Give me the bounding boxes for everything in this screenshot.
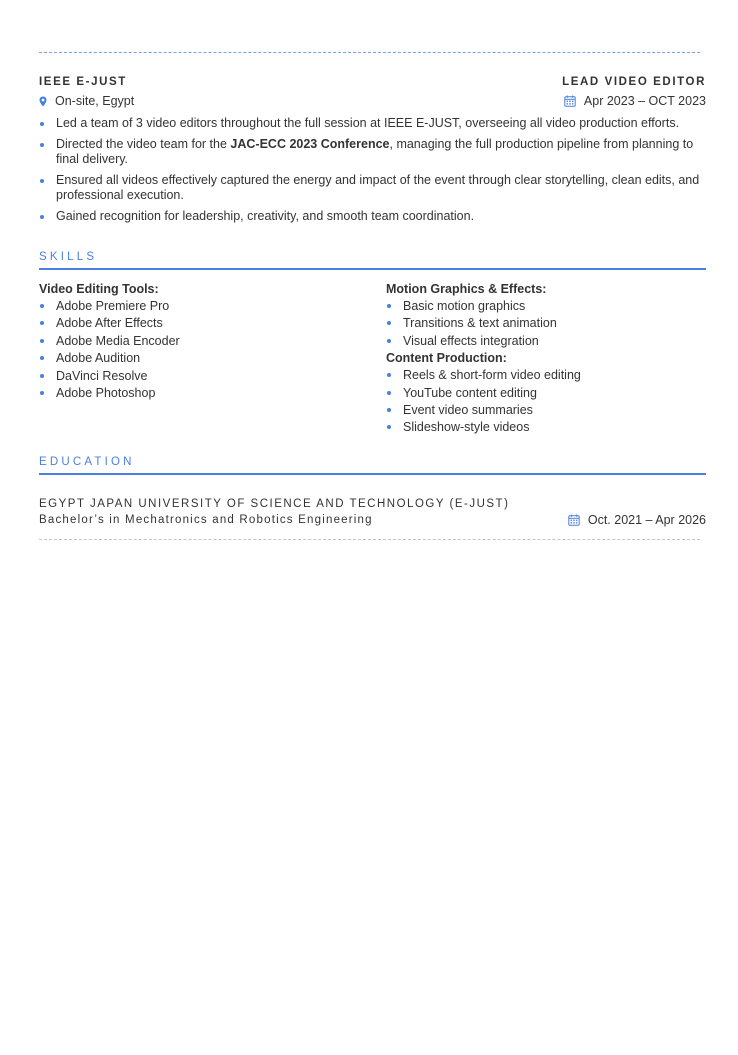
- experience-header: [39, 76, 706, 88]
- skill-item: Basic motion graphics: [386, 298, 706, 315]
- skills-right-column: [386, 281, 706, 437]
- experience-bullet-4: Gained recognition for leadership, creativity, and smooth team coordination.: [39, 209, 706, 225]
- skill-item: Visual effects integration: [386, 333, 706, 350]
- skills-list-video-editing: [39, 298, 359, 402]
- education-meta: [39, 513, 706, 527]
- skill-item: Slideshow-style videos: [386, 419, 706, 436]
- education-section-title: EDUCATION: [39, 456, 135, 468]
- experience-meta: [39, 94, 706, 108]
- experience-organization: IEEE E-JUST: [39, 76, 127, 88]
- experience-dates: [564, 94, 706, 108]
- education-degree: Bachelor’s in Mechatronics and Robotics Engineering: [39, 514, 373, 526]
- map-pin-icon: [39, 96, 47, 107]
- skill-item: Adobe Audition: [39, 350, 359, 367]
- experience-bullet-3: Ensured all videos effectively captured the energy and impact of the event through clear storytelling, clean edits, and professional execution.: [39, 173, 706, 204]
- bottom-dashed-divider: [39, 539, 700, 540]
- calendar-icon: [564, 95, 576, 107]
- calendar-icon: [568, 514, 580, 526]
- skills-section-title: SKILLS: [39, 251, 98, 263]
- skills-group-heading: Video Editing Tools:: [39, 282, 159, 296]
- experience-location-text: On-site, Egypt: [55, 94, 135, 108]
- experience-bullets: [39, 116, 706, 229]
- skills-list-content-production: [386, 367, 706, 437]
- skill-item: Event video summaries: [386, 402, 706, 419]
- skills-left-column: [39, 281, 359, 402]
- skill-item: DaVinci Resolve: [39, 368, 359, 385]
- skill-item: YouTube content editing: [386, 385, 706, 402]
- experience-dates-text: Apr 2023 – OCT 2023: [583, 94, 706, 108]
- top-dashed-divider: [39, 52, 700, 53]
- skills-list-motion-graphics: [386, 298, 706, 350]
- skill-item: Adobe Photoshop: [39, 385, 359, 402]
- education-section-rule: [39, 473, 706, 475]
- experience-location: [39, 94, 134, 108]
- skill-item: Adobe After Effects: [39, 315, 359, 332]
- skill-item: Adobe Premiere Pro: [39, 298, 359, 315]
- skill-item: Adobe Media Encoder: [39, 333, 359, 350]
- experience-bullet-2: Directed the video team for the JAC-ECC 2023 Conference, managing the full production pipeline from planning to final delivery.: [39, 137, 706, 168]
- skills-section-rule: [39, 268, 706, 270]
- education-dates-text: Oct. 2021 – Apr 2026: [587, 513, 706, 527]
- skills-group-heading: Motion Graphics & Effects:: [386, 282, 547, 296]
- skill-item: Transitions & text animation: [386, 315, 706, 332]
- skills-group-heading: Content Production:: [386, 351, 507, 366]
- experience-bullet-1: Led a team of 3 video editors throughout the full session at IEEE E-JUST, overseeing all video production efforts.: [39, 116, 706, 132]
- skill-item: Reels & short-form video editing: [386, 367, 706, 384]
- experience-role: LEAD VIDEO EDITOR: [562, 76, 706, 88]
- education-school: EGYPT JAPAN UNIVERSITY OF SCIENCE AND TECHNOLOGY (E-JUST): [39, 498, 510, 510]
- education-dates: [568, 513, 706, 527]
